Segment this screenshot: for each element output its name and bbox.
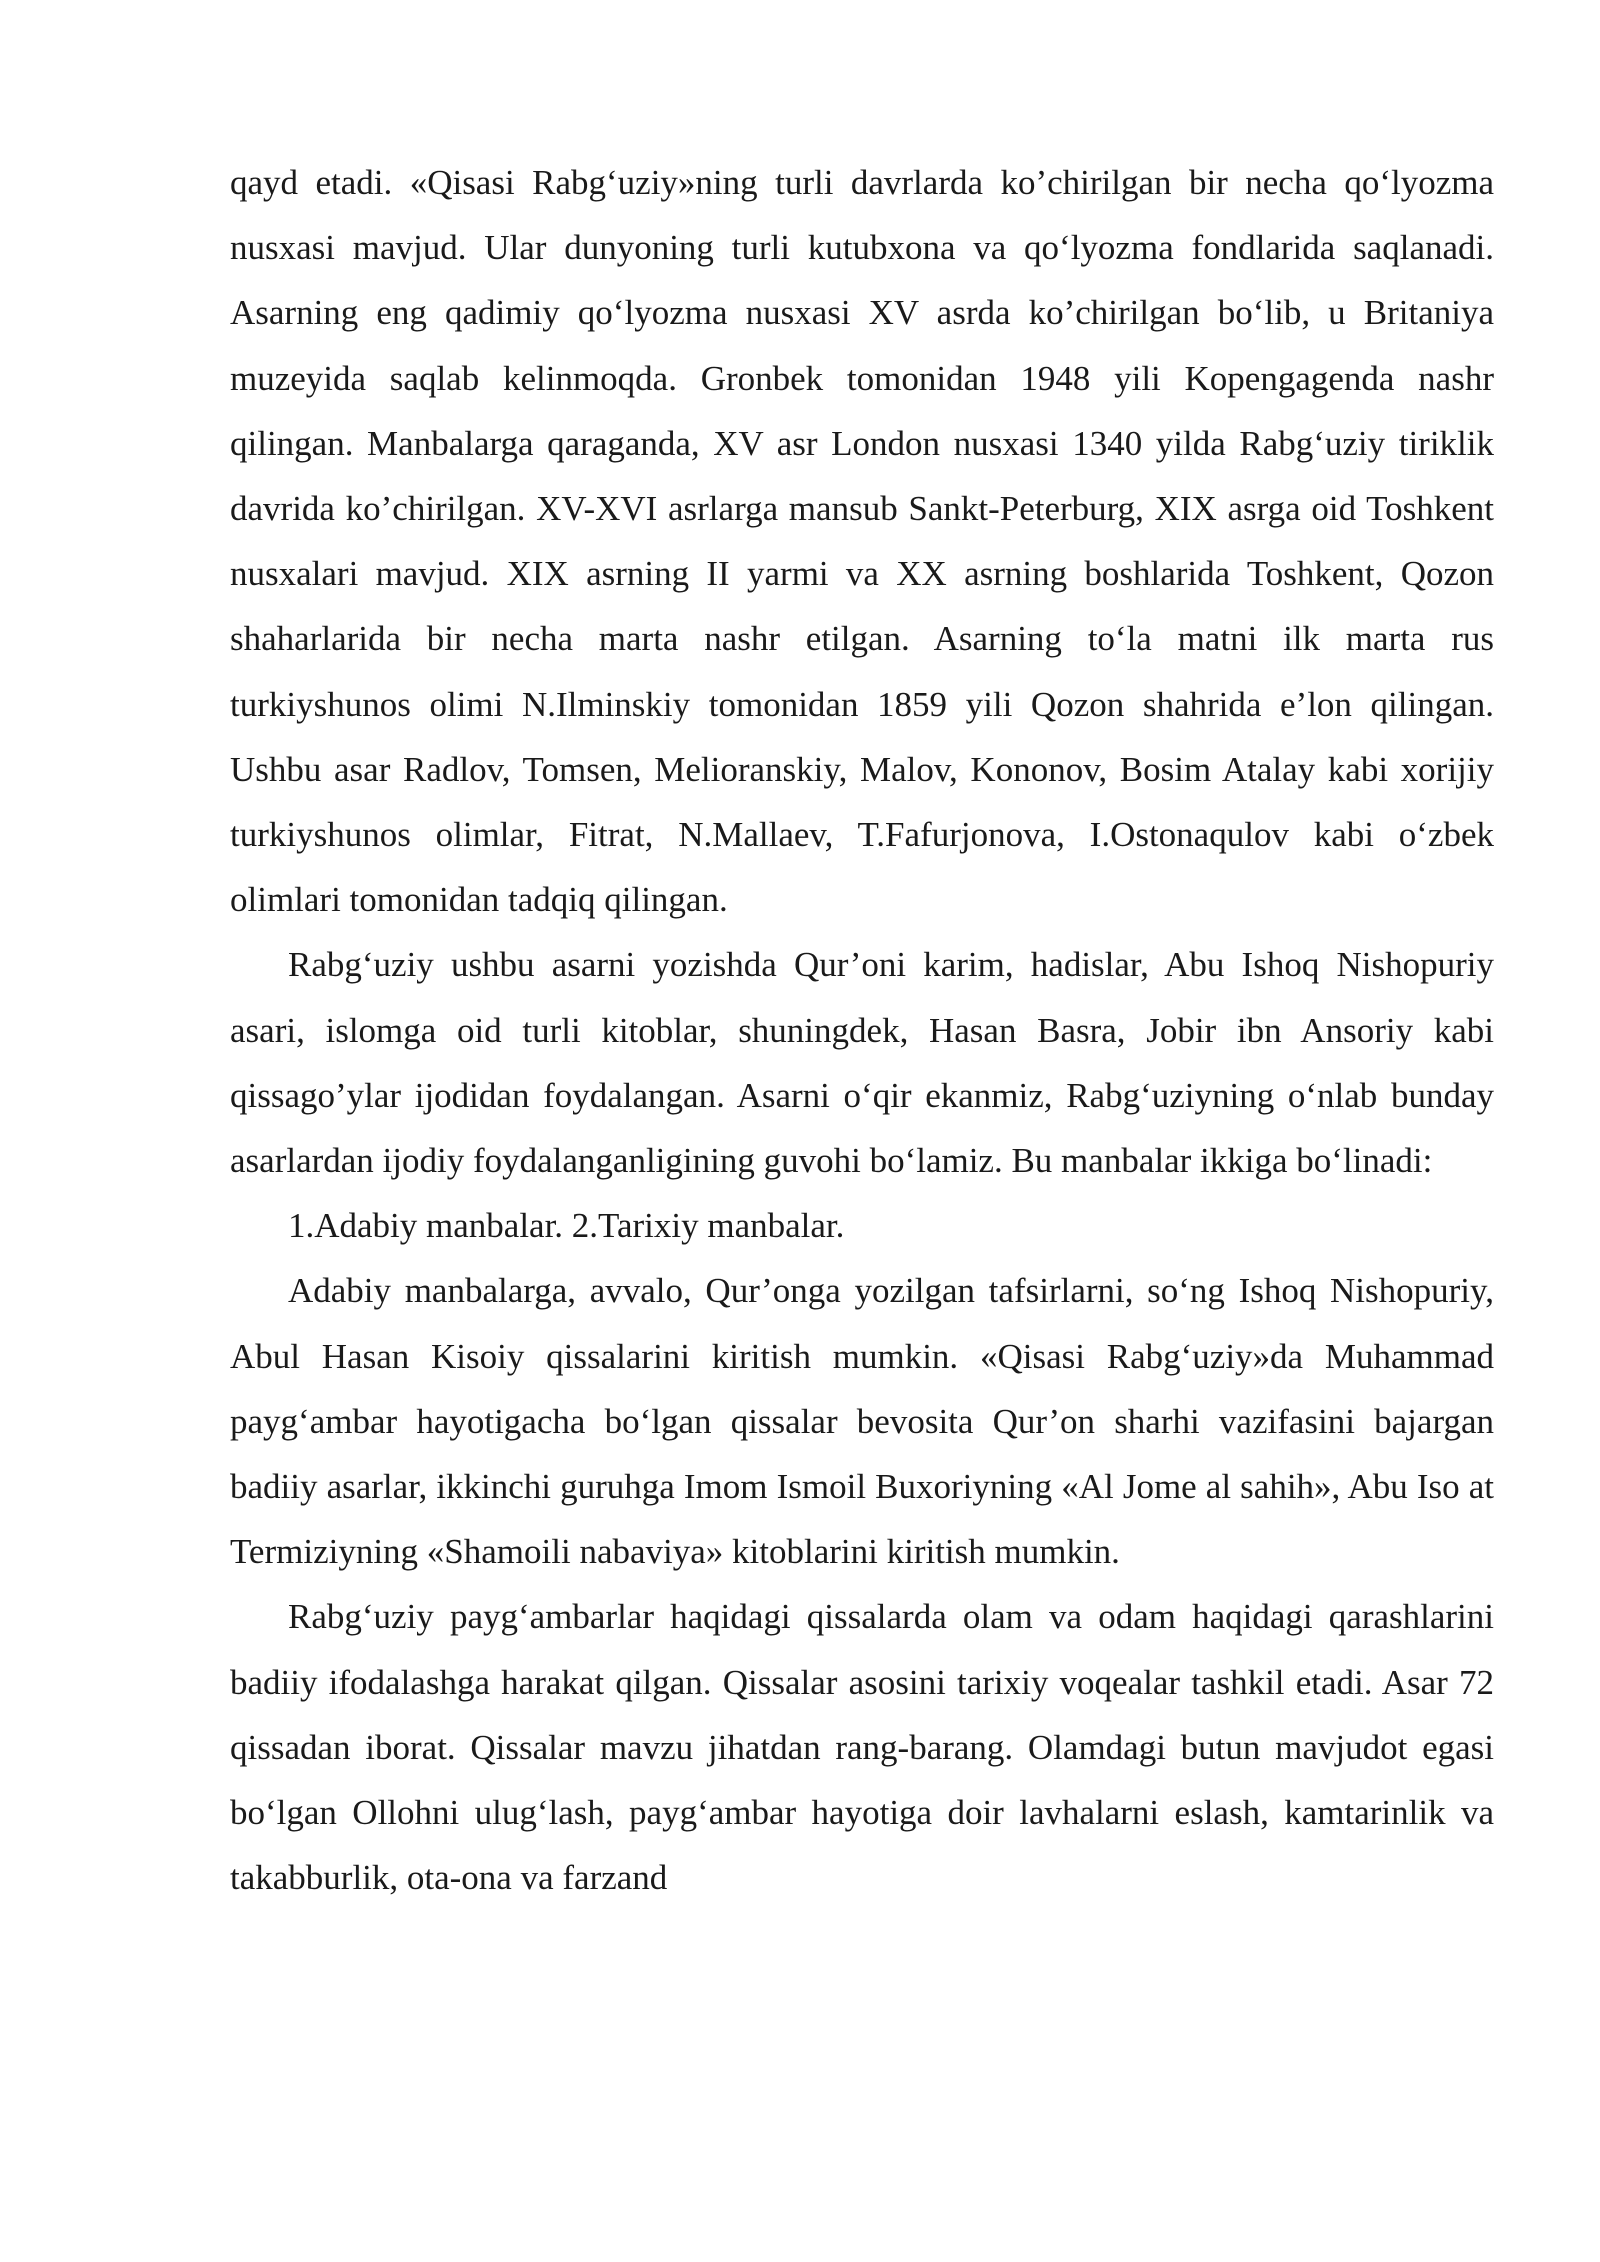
- paragraph-source-types: 1.Adabiy manbalar. 2.Tarixiy manbalar.: [288, 1206, 845, 1246]
- paragraph-manuscripts: qayd etadi. «Qisasi Rabg‘uziy»ning turli davrlarda ko’chirilgan bir necha qo‘lyozma nusxasi mavjud. Ular dunyoning turli kutubxona va qo‘lyozma fondlarida saqlanadi. Asarning eng qadimiy qo‘lyozma nusxasi XV asrda ko’chirilgan bo‘lib, u Britaniya muzeyida saqlab kelinmoqda. Gronbek tomonidan 1948 yili Kopengagenda nashr qilingan. Manbalarga qaraganda, XV asr London nusxasi 1340 yilda Rabg‘uziy tiriklik davrida ko’chirilgan. XV-XVI asrlarga mansub Sankt-Peterburg, XIX asrga oid Toshkent nusxalari mavjud. XIX asrning II yarmi va XX asrning boshlarida Toshkent, Qozon shaharlarida bir necha marta nashr etilgan. Asarning to‘la matni ilk marta rus turkiyshunos olimi N.Ilminskiy tomonidan 1859 yili Qozon shahrida e’lon qilingan. Ushbu asar Radlov, Tomsen, Melioranskiy, Malov, Kononov, Bosim Atalay kabi xorijiy turkiyshunos olimlar, Fitrat, N.Mallaev, T.Fafurjonova, I.Ostonaqulov kabi o‘zbek olimlari tomonidan tadqiq qilingan.: [230, 163, 1494, 920]
- paragraph-literary-sources: Adabiy manbalarga, avvalo, Qur’onga yozilgan tafsirlarni, so‘ng Ishoq Nishopuriy, Abul Hasan Kisoiy qissalarini kiritish mumkin. «Qisasi Rabg‘uziy»da Muhammad payg‘ambar hayotigacha bo‘lgan qissalar bevosita Qur’on sharhi vazifasini bajargan badiiy asarlar, ikkinchi guruhga Imom Ismoil Buxoriyning «Al Jome al sahih», Abu Iso at Termiziyning «Shamoili nabaviya» kitoblarini kiritish mumkin.: [230, 1271, 1494, 1572]
- document-page: [230, 150, 1494, 1910]
- paragraph-sources-intro: Rabg‘uziy ushbu asarni yozishda Qur’oni karim, hadislar, Abu Ishoq Nishopuriy asari, islomga oid turli kitoblar, shuningdek, Hasan Basra, Jobir ibn Ansoriy kabi qissago’ylar ijodidan foydalangan. Asarni o‘qir ekanmiz, Rabg‘uziyning o‘nlab bunday asarlardan ijodiy foydalanganligining guvohi bo‘lamiz. Bu manbalar ikkiga bo‘linadi:: [230, 945, 1494, 1181]
- paragraph-prophet-stories: Rabg‘uziy payg‘ambarlar haqidagi qissalarda olam va odam haqidagi qarashlarini badiiy ifodalashga harakat qilgan. Qissalar asosini tarixiy voqealar tashkil etadi. Asar 72 qissadan iborat. Qissalar mavzu jihatdan rang-barang. Olamdagi butun mavjudot egasi bo‘lgan Ollohni ulug‘lash, payg‘ambar hayotiga doir lavhalarni eslash, kamtarinlik va takabburlik, ota-ona va farzand: [230, 1597, 1494, 1898]
